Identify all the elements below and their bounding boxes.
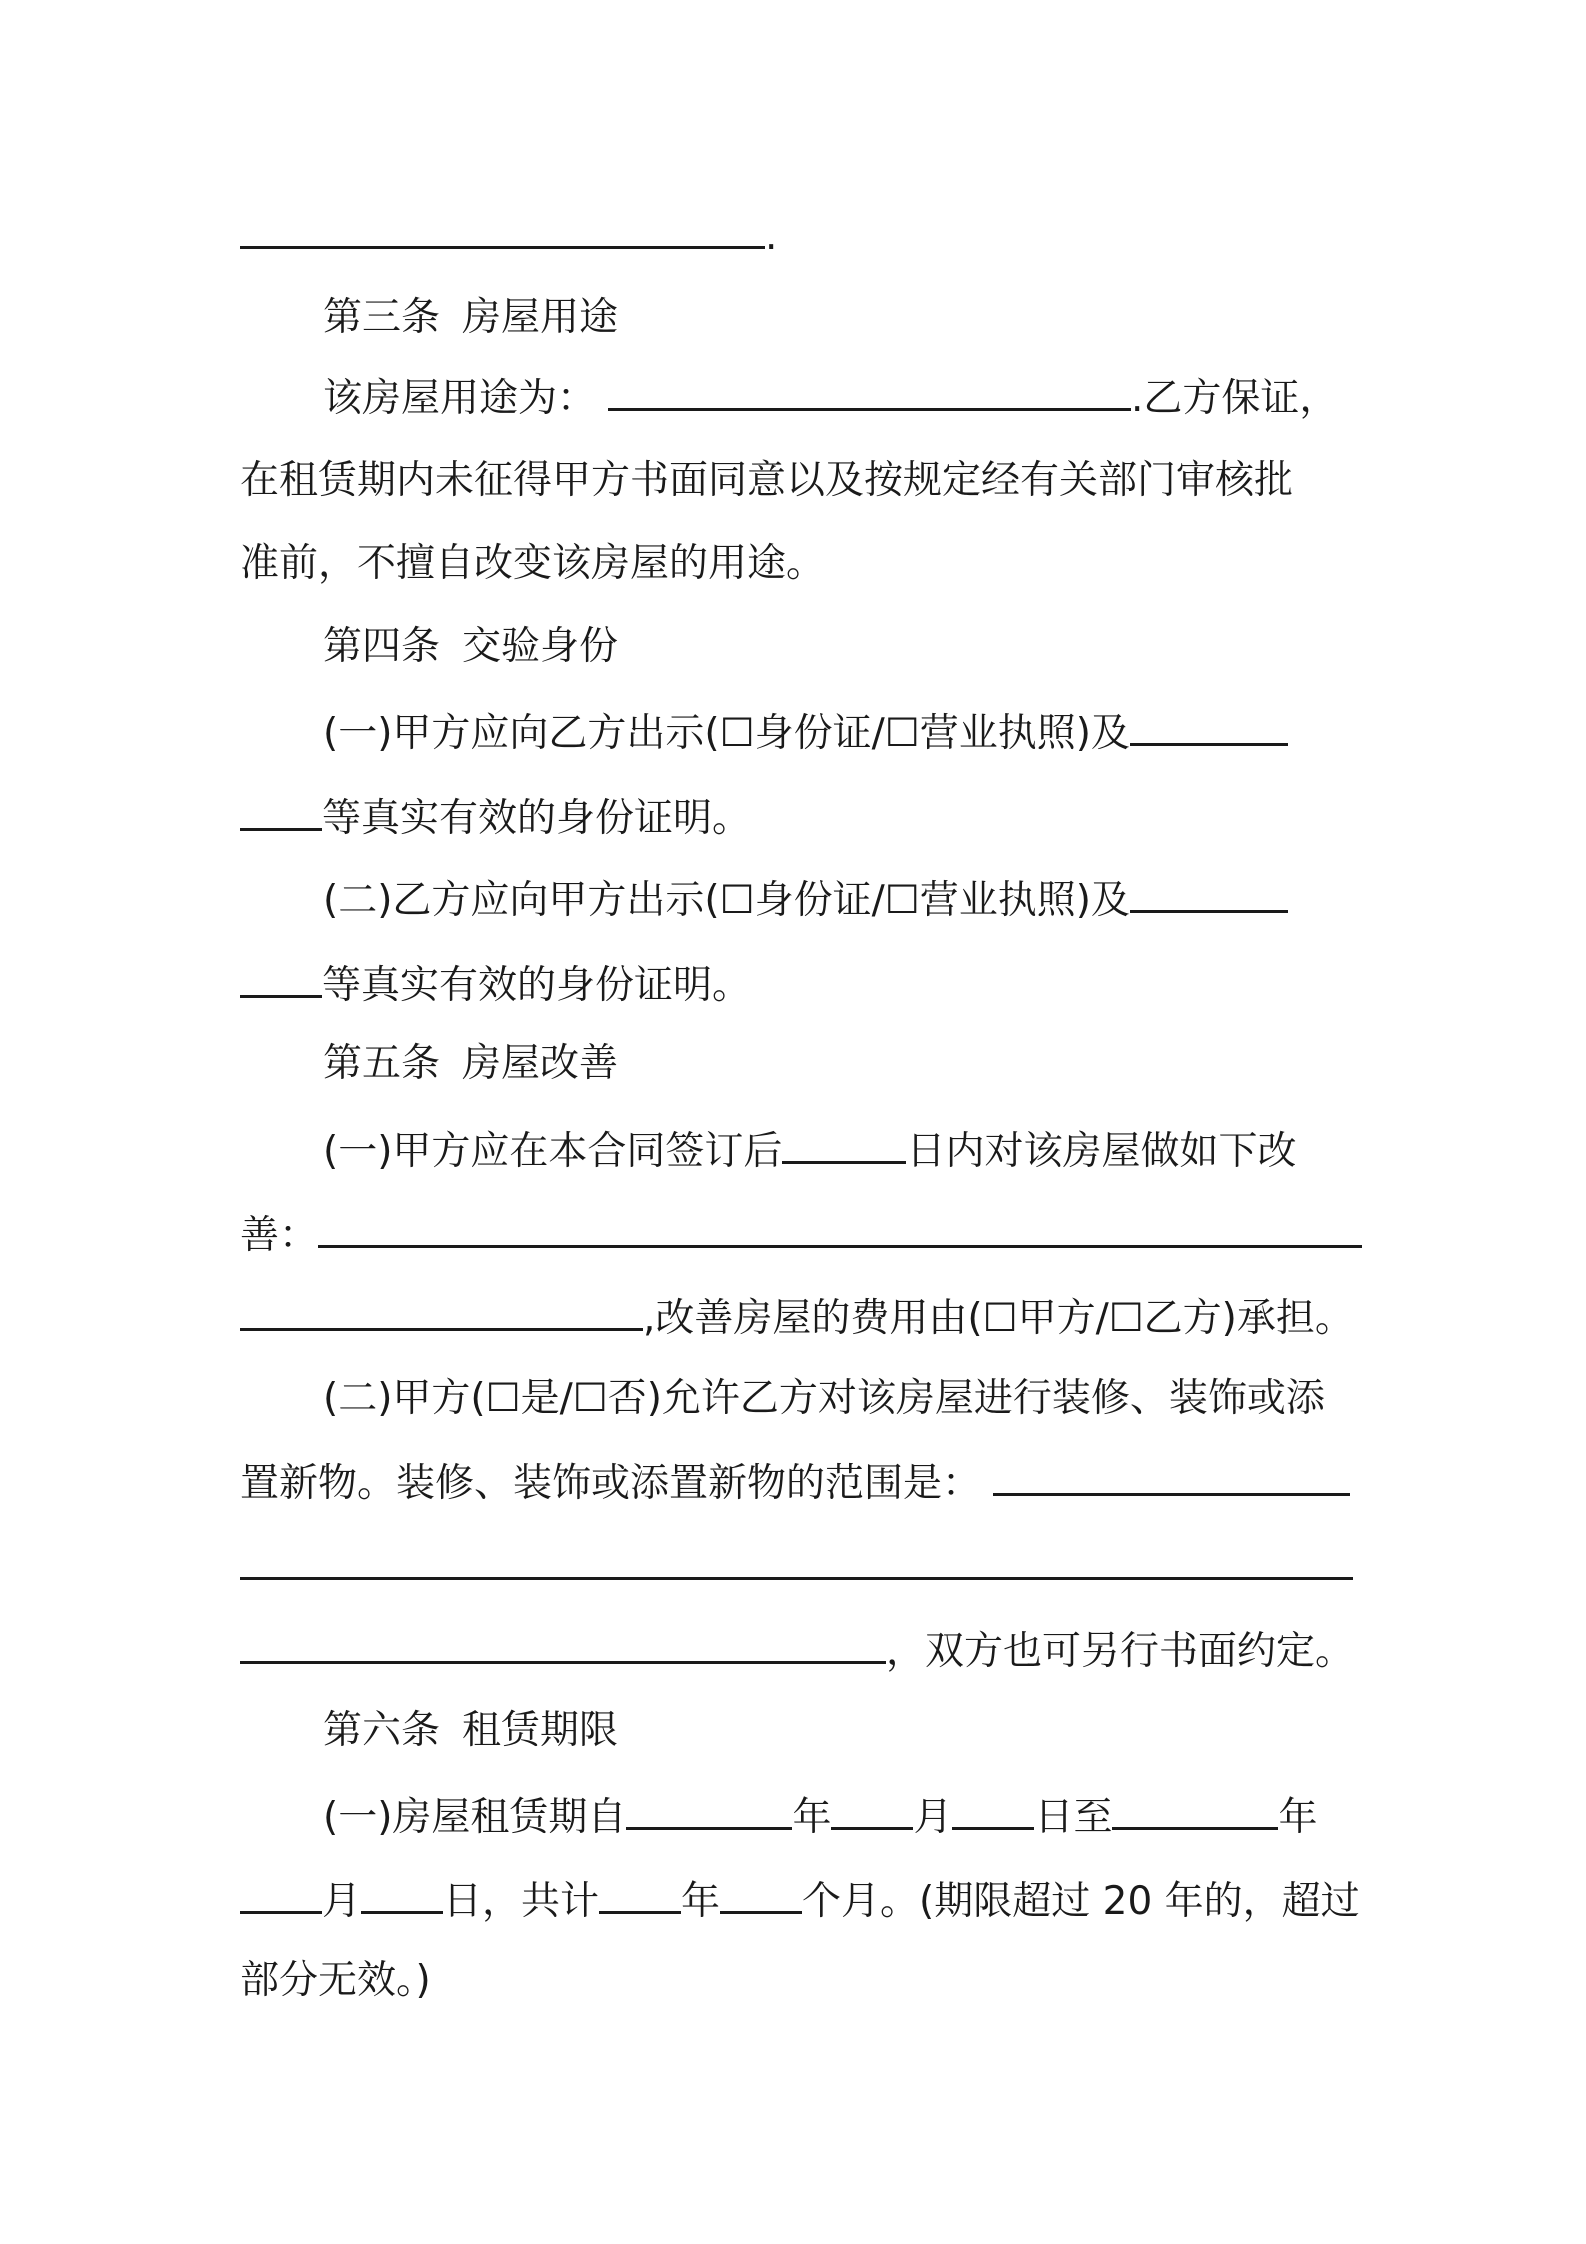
line-17	[240, 1623, 1354, 1675]
line-9	[240, 957, 751, 1009]
line-3	[240, 455, 1293, 507]
line-7	[240, 790, 751, 842]
blank-field[interactable]	[318, 1207, 1362, 1248]
blank-field[interactable]	[240, 1623, 886, 1664]
article-number: 第四条	[323, 624, 441, 669]
article-3-heading	[323, 292, 618, 344]
line-19-text-e: 年	[1278, 1795, 1318, 1840]
line-19-text-c: 月	[913, 1795, 953, 1840]
article-4-heading	[323, 621, 618, 673]
line-8-text: (二)乙方应向甲方出示(☐身份证/☐营业执照)及	[323, 878, 1130, 923]
blank-field[interactable]	[1112, 1789, 1278, 1830]
line-2	[323, 370, 1338, 422]
line-19-text-d: 日至	[1034, 1795, 1113, 1840]
line-0	[240, 208, 777, 260]
line-6	[323, 705, 1288, 757]
line-11	[323, 1123, 1296, 1175]
article-number: 第六条	[323, 1708, 441, 1753]
line-13-text: ,改善房屋的费用由(☐甲方/☐乙方)承担。	[643, 1296, 1354, 1341]
line-20-text-c: 年	[681, 1879, 721, 1924]
article-number: 第三条	[323, 295, 441, 340]
line-6-text: (一)甲方应向乙方出示(☐身份证/☐营业执照)及	[323, 711, 1130, 756]
line-4	[240, 538, 825, 590]
line-11-text-a: (一)甲方应在本合同签订后	[323, 1129, 783, 1174]
line-14	[323, 1373, 1325, 1425]
blank-field[interactable]	[1130, 872, 1288, 913]
line-16	[240, 1539, 1353, 1591]
blank-field[interactable]	[240, 957, 322, 998]
line-4-text: 准前，不擅自改变该房屋的用途。	[240, 541, 826, 586]
line-2-text-a: 该房屋用途为：	[323, 376, 597, 421]
line-20-text-a: 月	[322, 1879, 362, 1924]
article-title: 房屋用途	[462, 295, 619, 340]
line-19-text-a: (一)房屋租赁期自	[323, 1795, 627, 1840]
line-17-text: ，双方也可另行书面约定。	[886, 1629, 1355, 1674]
blank-field[interactable]	[782, 1123, 906, 1164]
line-12	[240, 1207, 1362, 1259]
line-20	[240, 1873, 1360, 1925]
blank-field[interactable]	[361, 1873, 443, 1914]
article-5-heading	[323, 1038, 618, 1090]
line-20-text-b: 日，共计	[443, 1879, 600, 1924]
blank-field[interactable]	[952, 1789, 1034, 1830]
blank-field[interactable]	[720, 1873, 802, 1914]
article-title: 交验身份	[462, 624, 619, 669]
blank-field[interactable]	[831, 1789, 913, 1830]
line-8	[323, 872, 1288, 924]
line-14-text: (二)甲方(☐是/☐否)允许乙方对该房屋进行装修、装饰或添	[323, 1376, 1325, 1421]
article-title: 房屋改善	[462, 1041, 619, 1086]
line-0-end: .	[765, 214, 778, 259]
line-2-text-b: .乙方保证，	[1131, 376, 1339, 421]
line-11-text-b: 日内对该房屋做如下改	[906, 1129, 1297, 1174]
line-19	[323, 1789, 1318, 1841]
line-7-text: 等真实有效的身份证明。	[322, 796, 752, 841]
line-13	[240, 1290, 1354, 1342]
blank-field[interactable]	[240, 1290, 643, 1331]
blank-field[interactable]	[240, 1539, 1353, 1580]
article-title: 租赁期限	[462, 1708, 619, 1753]
line-9-text: 等真实有效的身份证明。	[322, 963, 752, 1008]
line-21-text: 部分无效。)	[240, 1958, 431, 2003]
line-19-text-b: 年	[792, 1795, 832, 1840]
line-15-text: 置新物。装修、装饰或添置新物的范围是：	[240, 1461, 982, 1506]
blank-field[interactable]	[599, 1873, 681, 1914]
article-number: 第五条	[323, 1041, 441, 1086]
blank-field[interactable]	[608, 370, 1131, 411]
article-6-heading	[323, 1705, 618, 1757]
blank-field[interactable]	[1130, 705, 1288, 746]
line-21	[240, 1955, 431, 2007]
blank-field[interactable]	[626, 1789, 792, 1830]
blank-field[interactable]	[993, 1455, 1350, 1496]
line-20-text-d: 个月。(期限超过 20 年的，超过	[802, 1879, 1360, 1924]
line-15	[240, 1455, 1350, 1507]
blank-field[interactable]	[240, 790, 322, 831]
blank-field[interactable]	[240, 208, 765, 249]
line-12-text: 善：	[240, 1213, 319, 1258]
line-3-text: 在租赁期内未征得甲方书面同意以及按规定经有关部门审核批	[240, 458, 1294, 503]
blank-field[interactable]	[240, 1873, 322, 1914]
